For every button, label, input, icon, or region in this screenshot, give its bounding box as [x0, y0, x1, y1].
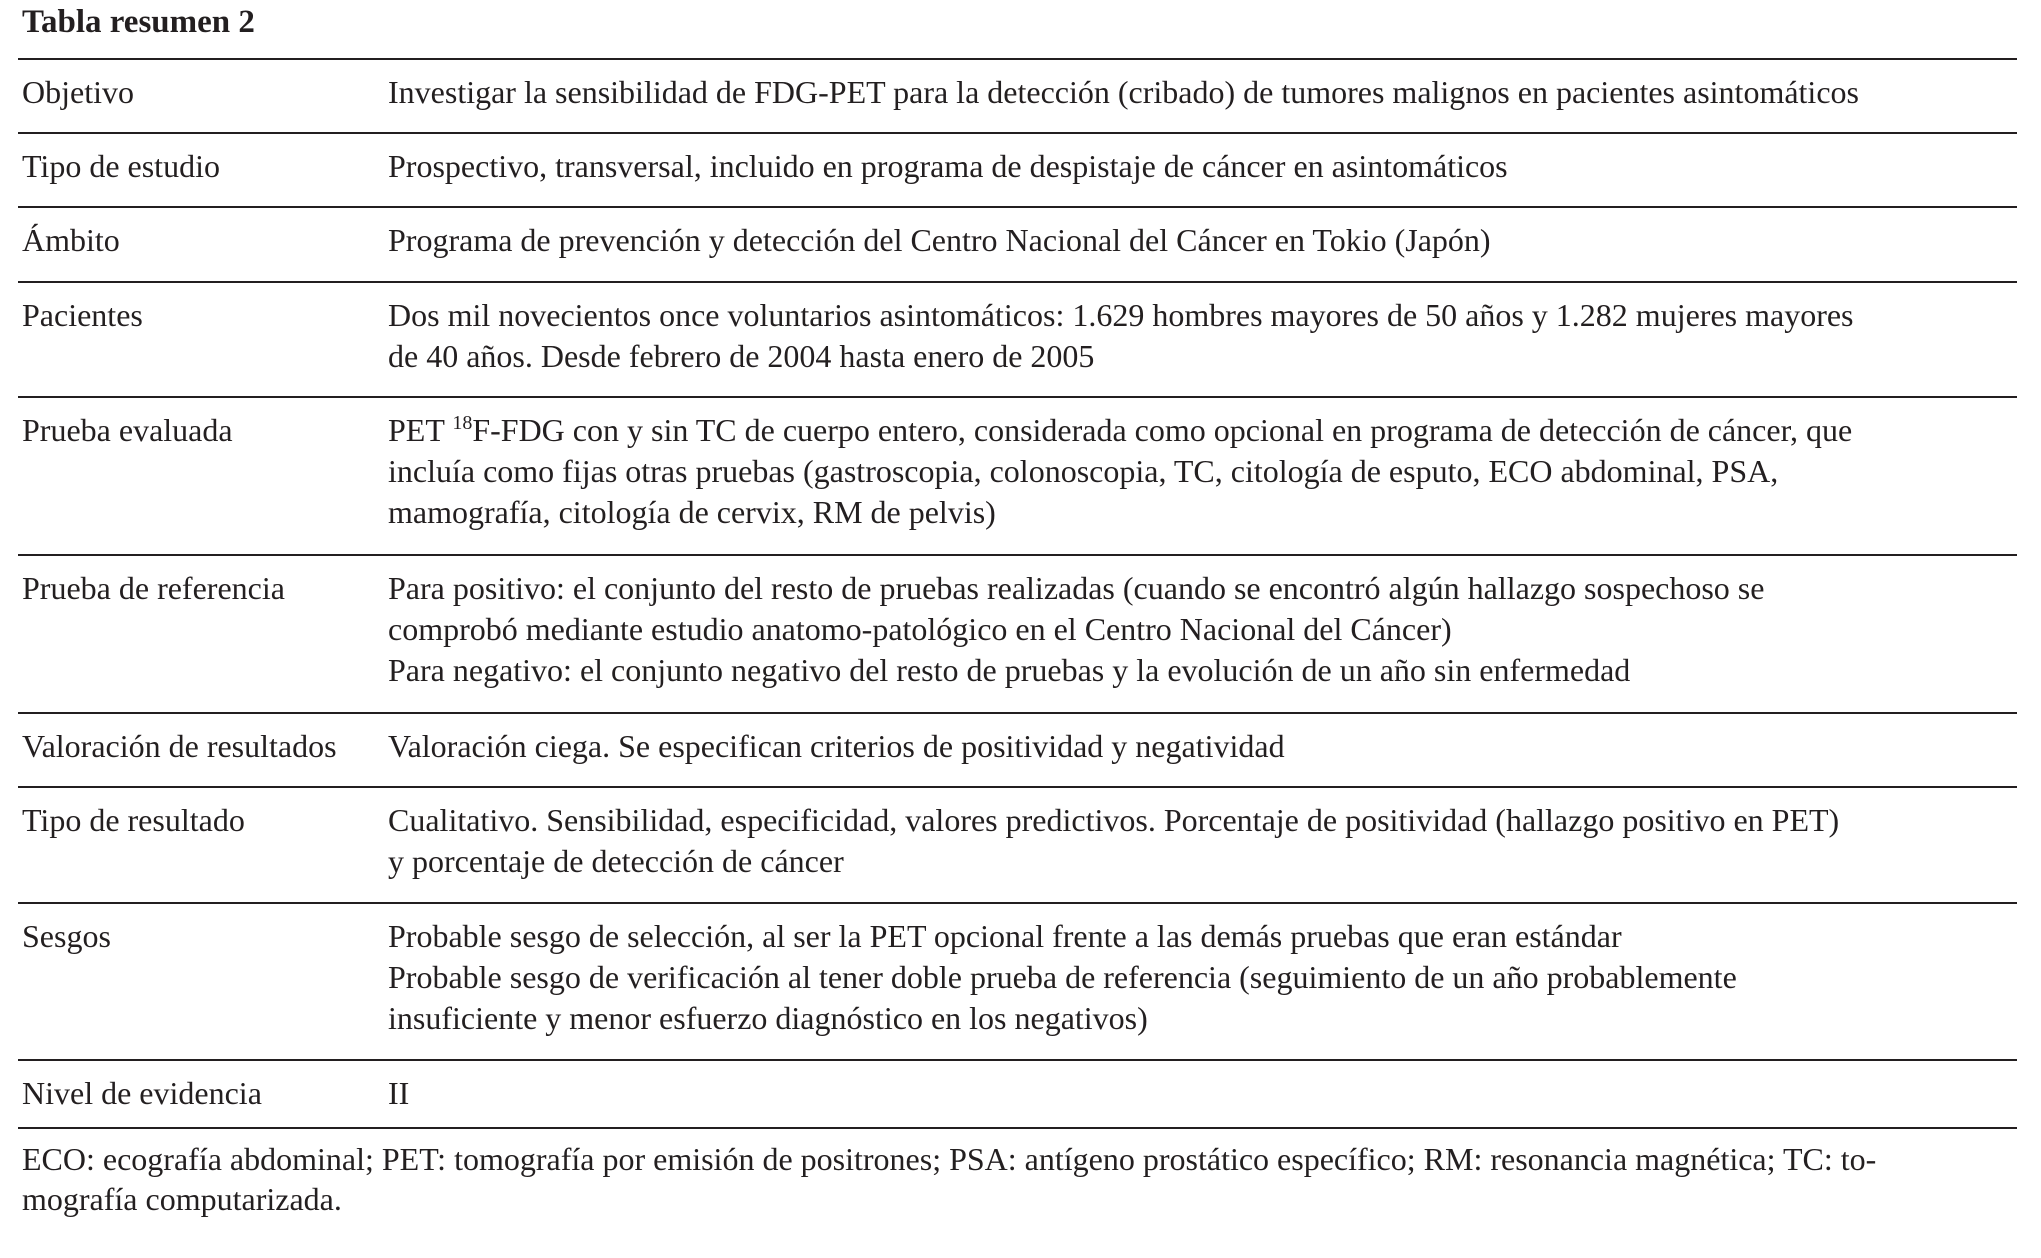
row-label: Pacientes	[22, 297, 143, 333]
row-value-line: Cualitativo. Sensibilidad, especificidad, valores predictivos. Porcentaje de positividad (hallazgo positivo en PET)	[388, 802, 1840, 838]
summary-table-page	[22, 0, 2022, 1219]
row-value-line: comprobó mediante estudio anatomo-patológico en el Centro Nacional del Cáncer)	[388, 611, 1452, 647]
row-value-line: insuficiente y menor esfuerzo diagnóstico en los negativos)	[388, 1000, 1148, 1036]
table-row-pacientes	[18, 283, 2017, 398]
table-row-prueba-evaluada	[18, 398, 2017, 556]
row-value	[388, 1073, 2017, 1127]
row-value	[388, 295, 2017, 396]
row-value-line: mamografía, citología de cervix, RM de pelvis)	[388, 494, 996, 530]
row-value	[388, 220, 2017, 281]
superscript-mass-number: 18	[452, 412, 473, 434]
footnote-line: mografía computarizada.	[22, 1181, 342, 1217]
row-value-line: incluía como fijas otras pruebas (gastroscopia, colonoscopia, TC, citología de esputo, ECO abdominal, PSA,	[388, 453, 1779, 489]
footnote-line: ECO: ecografía abdominal; PET: tomografía por emisión de positrones; PSA: antígeno prostático específico; RM: resonancia magnética; TC: to-	[22, 1141, 1877, 1177]
table-row-ambito	[18, 208, 2017, 283]
row-value-line: de 40 años. Desde febrero de 2004 hasta enero de 2005	[388, 338, 1095, 374]
table-title: Tabla resumen 2	[22, 4, 255, 40]
row-value-line: Valoración ciega. Se especifican criterios de positividad y negatividad	[388, 728, 1285, 764]
table-row-prueba-referencia	[18, 556, 2017, 714]
row-value	[388, 916, 2017, 1059]
row-value-line: Prospectivo, transversal, incluido en programa de despistaje de cáncer en asintomáticos	[388, 148, 1508, 184]
table-row-sesgos	[18, 904, 2017, 1061]
table-row-objetivo	[18, 60, 2017, 134]
row-label: Ámbito	[22, 222, 120, 258]
row-label: Prueba evaluada	[22, 412, 233, 448]
row-label: Objetivo	[22, 74, 134, 110]
table-footnote	[18, 1129, 2017, 1219]
row-value-line: Probable sesgo de selección, al ser la PET opcional frente a las demás pruebas que eran estándar	[388, 918, 1622, 954]
row-value	[388, 800, 2017, 902]
row-label: Valoración de resultados	[22, 728, 337, 764]
row-value	[388, 410, 2017, 554]
row-value-line	[388, 410, 2017, 451]
row-label: Prueba de referencia	[22, 570, 285, 606]
table-row-tipo-resultado	[18, 788, 2017, 904]
row-value-line: II	[388, 1075, 410, 1111]
row-value	[388, 568, 2017, 712]
text-prefix: PET	[388, 412, 453, 448]
row-value-line: Para positivo: el conjunto del resto de pruebas realizadas (cuando se encontró algún hallazgo sospechoso se	[388, 570, 1765, 606]
row-value-line: Para negativo: el conjunto negativo del resto de pruebas y la evolución de un año sin enfermedad	[388, 652, 1631, 688]
text-rest: F-FDG con y sin TC de cuerpo entero, considerada como opcional en programa de detección de cáncer, que	[472, 412, 1853, 448]
row-value	[388, 72, 2017, 132]
row-label: Nivel de evidencia	[22, 1075, 262, 1111]
row-label: Sesgos	[22, 918, 111, 954]
row-value	[388, 726, 2017, 786]
row-value-line: Investigar la sensibilidad de FDG-PET para la detección (cribado) de tumores malignos en pacientes asintomáticos	[388, 74, 1859, 110]
table-row-valoracion-resultados	[18, 714, 2017, 788]
table-row-tipo-estudio	[18, 134, 2017, 208]
row-value-line: Probable sesgo de verificación al tener doble prueba de referencia (seguimiento de un año probablemente	[388, 959, 1737, 995]
row-value-line: y porcentaje de detección de cáncer	[388, 843, 844, 879]
row-value-line: Programa de prevención y detección del Centro Nacional del Cáncer en Tokio (Japón)	[388, 222, 1491, 258]
table-row-nivel-evidencia	[18, 1061, 2017, 1129]
row-label: Tipo de resultado	[22, 802, 245, 838]
row-label: Tipo de estudio	[22, 148, 220, 184]
row-value	[388, 146, 2017, 206]
row-value-line: Dos mil novecientos once voluntarios asintomáticos: 1.629 hombres mayores de 50 años y 1.282 mujeres mayores	[388, 297, 1854, 333]
